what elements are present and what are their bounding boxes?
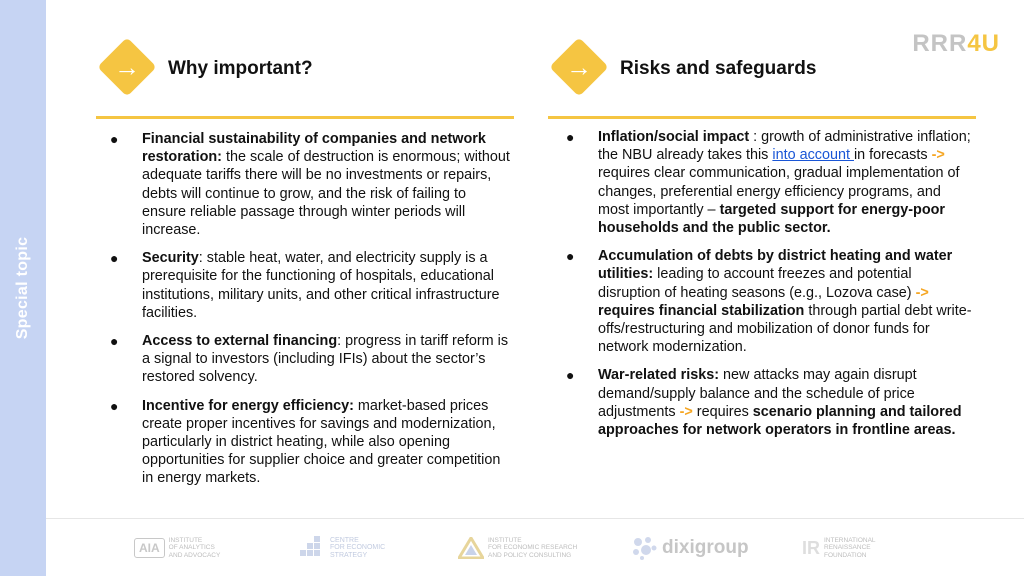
risks-list: [566, 128, 976, 449]
item-bold: requires financial stabilization: [598, 302, 805, 319]
bullet-icon: ●: [110, 131, 119, 147]
bullet-icon: ●: [566, 248, 575, 265]
item-text: : stable heat, water, and electricity supply is a prerequisite for the functioning of hospitals, educational institutions, military units, and other critical infrastructure facilities.: [142, 250, 500, 321]
logo-line: FOR ECONOMIC: [330, 544, 386, 552]
sidebar-label: Special topic: [14, 236, 31, 340]
bullet-icon: ●: [566, 129, 575, 145]
list-item: [110, 130, 510, 239]
list-item: [110, 397, 510, 488]
irf-text: [824, 537, 876, 560]
item-text: leading to account freezes and potential disruption of heating seasons (e.g., Lozova case): [598, 266, 916, 301]
brand-part2: 4U: [967, 30, 1000, 57]
logo-line: FOUNDATION: [824, 551, 867, 559]
bullet-icon: ●: [110, 250, 119, 267]
aia-logo: [134, 528, 220, 568]
list-item: [566, 366, 976, 439]
arrow-text: ->: [915, 284, 929, 301]
item-bold: Security: [142, 250, 199, 267]
section-title: Risks and safeguards: [620, 58, 817, 79]
item-text: requires: [692, 403, 753, 420]
logo-line: AND ADVOCACY: [168, 551, 221, 559]
list-item: [110, 249, 510, 322]
section-divider: [96, 116, 514, 119]
item-bold: scenario planning and tailored approaches for network operators in frontline areas.: [598, 403, 962, 439]
bullet-icon: ●: [110, 397, 119, 414]
list-item: [566, 247, 976, 356]
section-title: Why important?: [168, 58, 313, 79]
item-text: : growth of administrative inflation; the NBU already takes this: [598, 129, 971, 164]
arrow-right-icon: →: [566, 51, 592, 82]
aia-mark: AIA: [134, 538, 165, 558]
why-important-section: [96, 0, 514, 487]
into-account-link[interactable]: into account: [772, 147, 854, 164]
item-bold: Financial sustainability of companies and network restoration:: [142, 131, 486, 166]
logo-line: FOR ECONOMIC RESEARCH: [488, 544, 578, 552]
item-text: the scale of destruction is enormous; without adequate tariffs there will be no investments or repairs, debts will continue to grow, and the risk of failing to ensure reliable passage through winter periods will increase.: [142, 149, 510, 239]
section-header: [548, 0, 976, 118]
section-header: [96, 0, 514, 118]
dixigroup-logo: [632, 528, 749, 568]
logo-line: INSTITUTE: [488, 536, 522, 544]
ces-icon: [300, 536, 326, 560]
logo-line: INTERNATIONAL: [824, 536, 876, 544]
footer-divider: [46, 518, 1024, 519]
arrow-right-icon: →: [114, 51, 140, 82]
item-bold: War-related risks:: [598, 367, 720, 384]
irf-logo: [802, 528, 876, 568]
dixigroup-icon: [632, 536, 658, 560]
dixigroup-mark: dixigroup: [662, 537, 749, 558]
list-item: [566, 128, 976, 237]
item-bold: Access to external financing: [142, 333, 338, 350]
why-important-list: [110, 130, 510, 498]
item-text: in forecasts: [853, 147, 932, 164]
item-text: through partial debt write-offs/restructuring and mobilization of donor funds for network modernization.: [598, 302, 972, 356]
item-text: new attacks may again disrupt demand/supply balance and the schedule of price adjustments: [598, 367, 917, 420]
logo-line: CENTRE: [330, 536, 359, 544]
logo-line: AND POLICY CONSULTING: [488, 551, 572, 559]
arrow-text: ->: [679, 403, 693, 420]
logo-line: INSTITUTE: [168, 536, 203, 544]
list-item: [110, 332, 510, 387]
ier-text: [488, 537, 577, 560]
aia-text: [169, 537, 221, 560]
item-text: requires clear communication, gradual implementation of changes, preferential energy efficiency programs, and most importantly –: [598, 165, 960, 218]
item-text: : progress in tariff reform is a signal to investors (including IFIs) about the sector’s restored solvency.: [142, 333, 509, 386]
logo-line: OF ANALYTICS: [168, 544, 215, 552]
risks-section: [548, 0, 976, 439]
ces-logo: [300, 528, 385, 568]
sidebar: [0, 0, 46, 576]
ier-logo: [458, 528, 577, 568]
logo-line: RENAISSANCE: [824, 544, 871, 552]
irf-mark: IR: [802, 537, 820, 558]
partner-logos: [130, 528, 910, 568]
ces-text: [330, 537, 385, 560]
item-bold: Inflation/social impact: [598, 129, 750, 145]
item-bold: targeted support for energy-poor households and the public sector.: [598, 201, 946, 237]
section-divider: [548, 116, 976, 119]
bullet-icon: ●: [110, 333, 119, 350]
item-bold: Accumulation of debts by district heating and water utilities:: [598, 248, 953, 283]
item-bold: Incentive for energy efficiency:: [142, 397, 354, 414]
ier-icon: [458, 537, 484, 559]
arrow-text: ->: [931, 147, 945, 164]
logo-line: STRATEGY: [330, 551, 368, 559]
bullet-icon: ●: [566, 367, 575, 384]
brand-part1: RRR: [912, 30, 968, 57]
item-text: market-based prices create proper incentives for savings and modernization, particularly in district heating, while also opening opportunities for supplier choice and greater competition in energy markets.: [142, 397, 501, 487]
